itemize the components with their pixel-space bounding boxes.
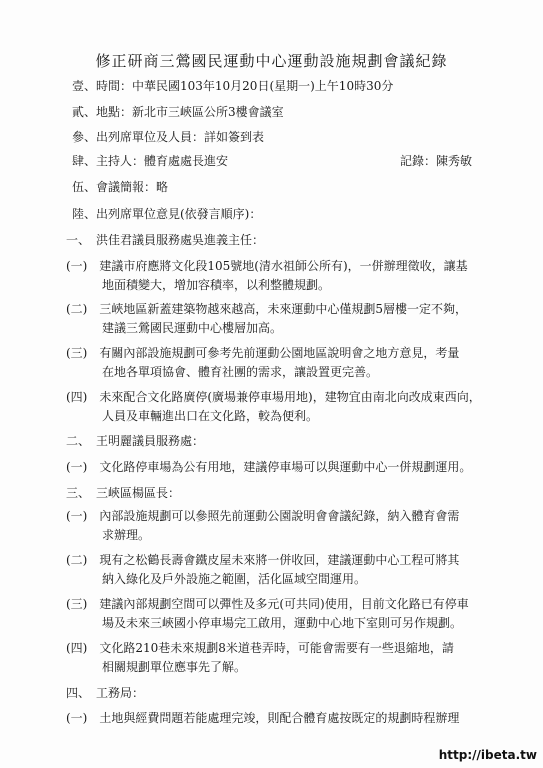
opinion-line: 三、 三峽區楊區長： <box>66 486 181 500</box>
opinion-line: 一、 洪佳君議員服務處吳進義主任： <box>66 233 265 247</box>
opinion-line: 二、 王明麗議員服務處： <box>66 434 205 448</box>
meeting-info-line: 陸、出列席單位意見(依發言順序)： <box>72 207 262 221</box>
opinion-line: 相關規劃單位應事先了解。 <box>66 660 247 674</box>
opinion-line: (四) 未來配合文化路廣停(廣場兼停車場用地)，建物宜由南北向改成東西向， <box>66 390 481 404</box>
opinion-line: (一) 土地與經費問題若能處理完竣，則配合體育處按既定的規劃時程辦理 <box>66 711 460 725</box>
document-title: 修正研商三鶯國民運動中心運動設施規劃會議紀錄 <box>95 52 448 70</box>
meeting-info-line: 肆、主持人：體育處處長進安 <box>72 154 229 168</box>
opinion-line: 求辦理。 <box>66 528 151 542</box>
meeting-info-line: 伍、會議簡報：略 <box>72 180 169 194</box>
opinion-line: (一) 建議市府應將文化段105號地(清水祖師公所有)，一併辦理徵收，讓基 <box>66 259 468 273</box>
opinion-line: 場及未來三峽國小停車場完工啟用，運動中心地下室則可另作規劃。 <box>66 616 463 630</box>
meeting-info-line: 壹、時間：中華民國103年10月20日(星期一)上午10時30分 <box>72 79 394 93</box>
opinion-line: 四、 工務局： <box>66 686 145 700</box>
recorder-label: 記錄：陳秀敏 <box>400 154 473 168</box>
opinion-line: (三) 有關內部設施規劃可參考先前運動公園地區說明會之地方意見，考量 <box>66 346 460 360</box>
opinion-line: (四) 文化路210巷未來規劃8米道巷弄時，可能會需要有一些退縮地，請 <box>66 641 454 655</box>
meeting-info-line: 貳、地點：新北市三峽區公所3樓會議室 <box>72 105 284 119</box>
opinion-line: (二) 三峽地區新蓋建築物越來越高，未來運動中心僅規劃5層樓一定不夠， <box>66 302 468 316</box>
opinion-line: 在地各單項協會、體育社團的需求，讓設置更完善。 <box>66 365 379 379</box>
meeting-info-line: 參、出列席單位及人員：詳如簽到表 <box>72 130 265 144</box>
opinion-line: (一) 內部設施規劃可以參照先前運動公園說明會會議紀錄，納入體育會需 <box>66 509 460 523</box>
opinion-line: (二) 現有之松鶴長壽會鐵皮屋未來將一併收回，建議運動中心工程可將其 <box>66 553 460 567</box>
opinion-line: (三) 建議內部規劃空間可以彈性及多元(可共同)使用，目前文化路已有停車 <box>66 597 469 611</box>
opinion-line: 建議三鶯國民運動中心樓層加高。 <box>66 321 283 335</box>
opinion-line: 納入綠化及戶外設施之範圍，活化區域空間運用。 <box>66 572 367 586</box>
opinion-line: 人員及車輛進出口在文化路，較為便利。 <box>66 409 319 423</box>
opinion-line: (一) 文化路停車場為公有用地，建議停車場可以與運動中心一併規劃運用。 <box>66 460 472 474</box>
opinion-line: 地面積變大，增加容積率，以利整體規劃。 <box>66 278 331 292</box>
watermark: http://ibeta.tw <box>438 748 537 762</box>
